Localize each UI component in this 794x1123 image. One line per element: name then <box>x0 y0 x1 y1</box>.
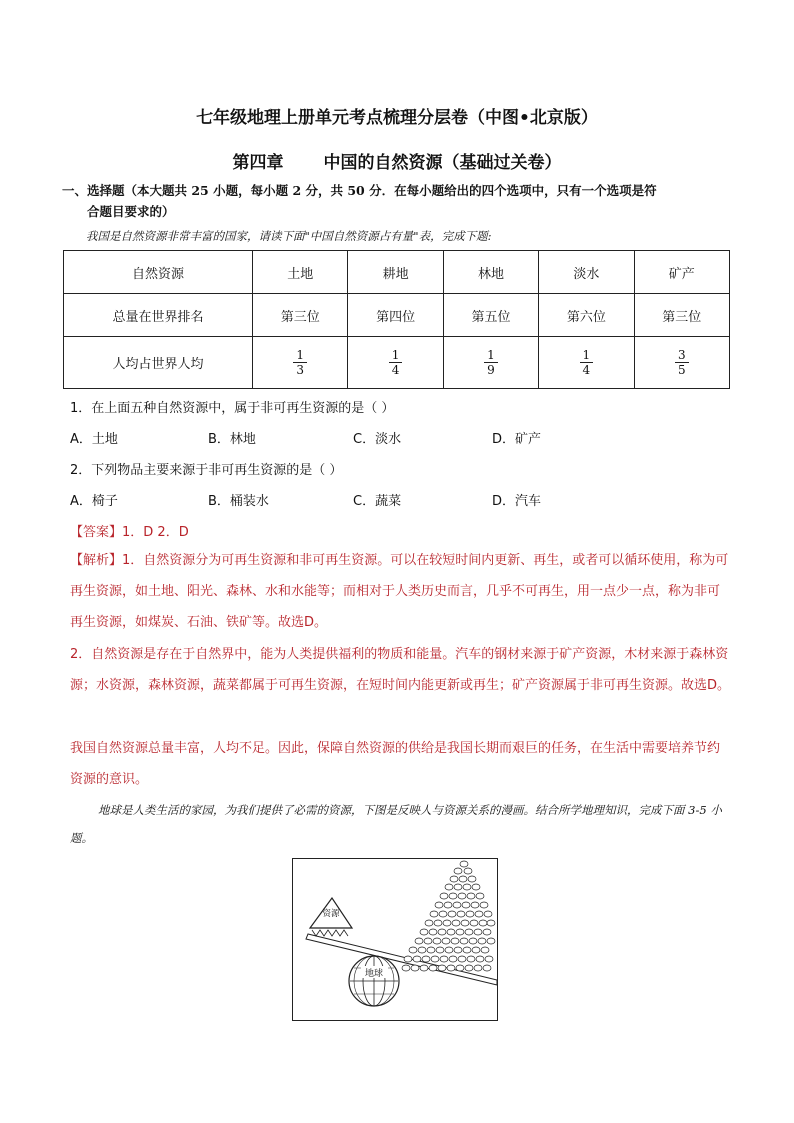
table-header-cell: 矿产 <box>634 251 729 294</box>
analysis-text-1: 1．自然资源分为可再生资源和非可再生资源。可以在较短时间内更新、再生，或者可以循环使用，称为可再生资源，如土地、阳光、森林、水和水能等；而相对于人类历史而言，几乎不可再生，用一点少一点，称为非可再生资源，如煤炭、石油、铁矿等。故选D。 <box>70 553 729 630</box>
table-cell <box>634 337 729 389</box>
question-1: 1．在上面五种自然资源中，属于非可再生资源的是（ ） <box>70 401 395 416</box>
table-cell <box>539 337 634 389</box>
option-c: C．淡水 <box>353 432 402 447</box>
fraction <box>675 348 689 377</box>
resource-table <box>63 250 730 389</box>
answer-label: 【答案】 <box>70 525 123 540</box>
table-header-cell: 淡水 <box>539 251 634 294</box>
fraction-numerator: 1 <box>484 348 498 363</box>
table-header-cell: 自然资源 <box>64 251 253 294</box>
table-cell <box>253 337 348 389</box>
comic-image <box>292 858 498 1021</box>
table-cell: 第三位 <box>634 294 729 337</box>
question-2: 2．下列物品主要来源于非可再生资源的是（ ） <box>70 463 343 478</box>
table-cell <box>348 337 443 389</box>
chapter-number: 第四章 <box>232 153 284 173</box>
earth-globe-icon <box>349 956 399 1006</box>
fraction-denominator: 5 <box>677 362 686 377</box>
table-header-cell: 耕地 <box>348 251 443 294</box>
fraction <box>484 348 498 377</box>
fraction <box>389 348 403 377</box>
fraction-numerator: 1 <box>580 348 594 363</box>
table-cell: 第六位 <box>539 294 634 337</box>
fraction-numerator: 3 <box>675 348 689 363</box>
fraction <box>580 348 594 377</box>
fraction-denominator: 3 <box>296 362 305 377</box>
option-a: A．椅子 <box>70 494 118 509</box>
option-d: D．汽车 <box>492 494 542 509</box>
table-cell: 第五位 <box>443 294 538 337</box>
fraction-denominator: 4 <box>391 362 400 377</box>
analysis-paragraph-1 <box>70 545 730 638</box>
fraction-denominator: 4 <box>582 362 591 377</box>
answer-text: 1．D 2．D <box>122 525 189 540</box>
option-d: D．矿产 <box>492 432 542 447</box>
table-header-cell: 土地 <box>253 251 348 294</box>
table-header-cell: 林地 <box>443 251 538 294</box>
section-heading-line1: 一、选择题（本大题共 25 小题，每小题 2 分，共 50 分．在每小题给出的四个选项中，只有一个选项是符 <box>62 183 657 198</box>
option-b: B．林地 <box>208 432 256 447</box>
table-cell: 第四位 <box>348 294 443 337</box>
fraction-denominator: 9 <box>487 362 495 377</box>
table-cell <box>443 337 538 389</box>
table-header-row <box>64 251 730 294</box>
table-cell: 第三位 <box>253 294 348 337</box>
fraction-numerator: 1 <box>293 348 307 363</box>
table-row <box>64 294 730 337</box>
table-row-label: 总量在世界排名 <box>64 294 253 337</box>
fraction-numerator: 1 <box>389 348 403 363</box>
chapter-subtitle: 中国的自然资源（基础过关卷） <box>323 153 562 173</box>
analysis-paragraph-3: 我国自然资源总量丰富，人均不足。因此，保障自然资源的供给是我国长期而艰巨的任务，在生活中需要培养节约资源的意识。 <box>70 741 721 787</box>
answer-line <box>70 521 189 540</box>
option-b: B．桶装水 <box>208 494 269 509</box>
option-c: C．蔬菜 <box>353 494 402 509</box>
earth-label: 地球 <box>364 969 384 979</box>
table-intro: 我国是自然资源非常丰富的国家，请读下面"中国自然资源占有量"表，完成下题: <box>86 229 492 243</box>
option-a: A．土地 <box>70 432 118 447</box>
table-row-label: 人均占世界人均 <box>64 337 253 389</box>
comic-intro: 地球是人类生活的家园，为我们提供了必需的资源，下图是反映人与资源关系的漫画。结合所学地理知识，完成下面 3-5 小题。 <box>70 803 722 845</box>
analysis-label: 【解析】 <box>70 553 123 568</box>
comic-drawing <box>292 858 498 1021</box>
section-heading-line2: 合题目要求的） <box>87 204 175 219</box>
resource-label: 资源 <box>322 909 340 919</box>
table-row <box>64 337 730 389</box>
document-title: 七年级地理上册单元考点梳理分层卷（中图•北京版） <box>196 108 598 128</box>
fraction <box>293 348 307 377</box>
section-heading <box>62 180 732 222</box>
analysis-paragraph-2: 2．自然资源是存在于自然界中，能为人类提供福利的物质和能量。汽车的钢材来源于矿产资源，木材来源于森林资源；水资源，森林资源，蔬菜都属于可再生资源，在短时间内能更新或再生；矿产资源属于非可再生资源。故选D。 <box>70 647 731 693</box>
chapter-title <box>0 148 794 173</box>
